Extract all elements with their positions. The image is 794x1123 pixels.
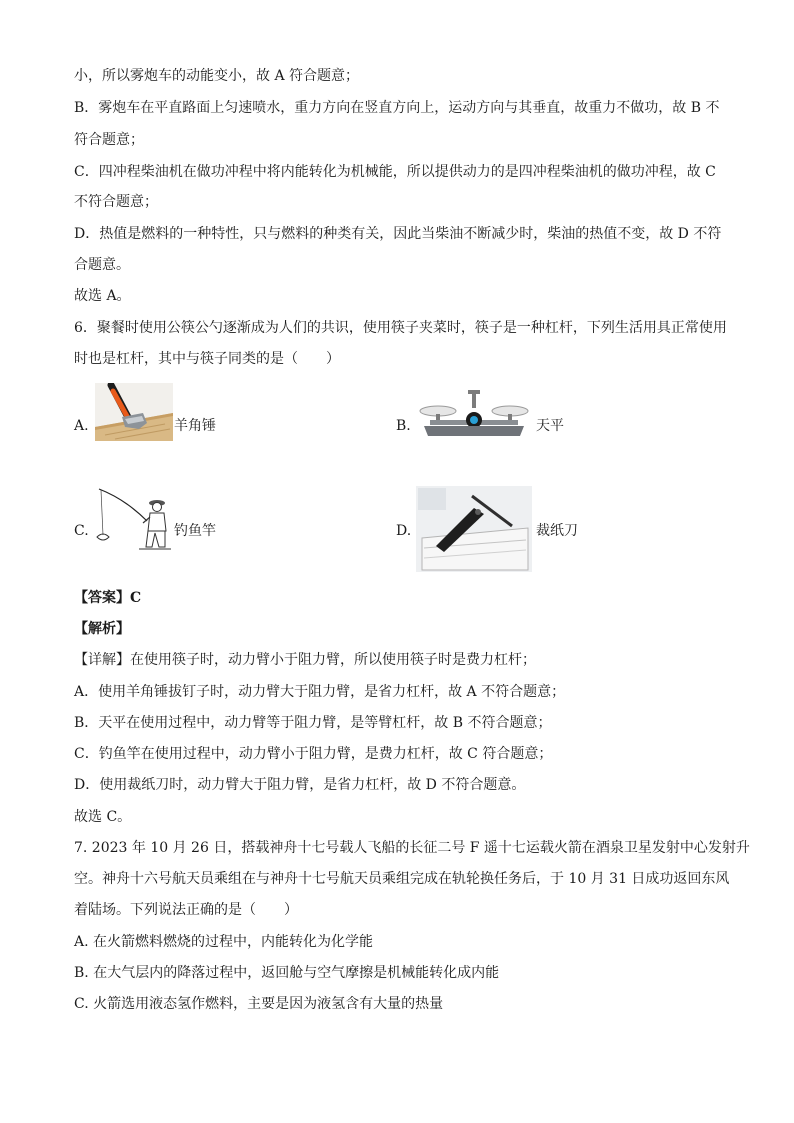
- option-c-letter: C.: [74, 523, 89, 539]
- option-c-label: 钓鱼竿: [174, 523, 216, 539]
- analysis-heading: 【解析】: [74, 621, 130, 637]
- detail-line: 【详解】在使用筷子时，动力臂小于阻力臂，所以使用筷子时是费力杠杆；: [74, 652, 536, 668]
- question-6-stem: 时也是杠杆，其中与筷子同类的是（ ）: [74, 351, 340, 367]
- question-7-option-a: A. 在火箭燃料燃烧的过程中，内能转化为化学能: [74, 934, 374, 950]
- option-a-letter: A.: [74, 418, 89, 434]
- balance-image: [416, 384, 532, 438]
- paper-cutter-image: [416, 486, 532, 572]
- text-line: B．雾炮车在平直路面上匀速喷水，重力方向在竖直方向上，运动方向与其垂直，故重力不做功，故 B 不: [74, 100, 720, 116]
- text-line: 不符合题意；: [74, 194, 158, 210]
- text-line: 故选 A。: [74, 288, 131, 304]
- option-d-letter: D.: [396, 523, 412, 539]
- question-6-stem: 6．聚餐时使用公筷公勺逐渐成为人们的共识，使用筷子夹菜时，筷子是一种杠杆，下列生活用具正常使用: [74, 320, 727, 336]
- option-d-label: 裁纸刀: [536, 523, 578, 539]
- detail-line: D．使用裁纸刀时，动力臂大于阻力臂，是省力杠杆，故 D 不符合题意。: [74, 777, 526, 793]
- text-line: 合题意。: [74, 257, 130, 273]
- option-b-letter: B.: [396, 418, 411, 434]
- question-7-option-c: C. 火箭选用液态氢作燃料，主要是因为液氢含有大量的热量: [74, 996, 444, 1012]
- hammer-image: [95, 383, 173, 441]
- text-line: 小，所以雾炮车的动能变小，故 A 符合题意；: [74, 68, 360, 84]
- detail-line: C．钓鱼竿在使用过程中，动力臂小于阻力臂，是费力杠杆，故 C 符合题意；: [74, 746, 553, 762]
- question-7-stem: 着陆场。下列说法正确的是（ ）: [74, 902, 298, 918]
- fishing-rod-image: [95, 487, 173, 553]
- answer-heading: 【答案】C: [74, 590, 142, 606]
- text-line: 符合题意；: [74, 132, 144, 148]
- question-7-stem: 7. 2023 年 10 月 26 日，搭载神舟十七号载人飞船的长征二号 F 遥十七运载火箭在酒泉卫星发射中心发射升: [74, 840, 750, 856]
- option-a-label: 羊角锤: [174, 418, 216, 434]
- text-line: D．热值是燃料的一种特性，只与燃料的种类有关，因此当柴油不断减少时，柴油的热值不变，故 D 不符: [74, 226, 722, 242]
- option-b-label: 天平: [536, 418, 564, 434]
- text-line: C．四冲程柴油机在做功冲程中将内能转化为机械能，所以提供动力的是四冲程柴油机的做功冲程，故 C: [74, 164, 716, 180]
- question-7-option-b: B. 在大气层内的降落过程中，返回舱与空气摩擦是机械能转化成内能: [74, 965, 500, 981]
- question-7-stem: 空。神舟十六号航天员乘组在与神舟十七号航天员乘组完成在轨轮换任务后，于 10 月 31 日成功返回东风: [74, 871, 730, 887]
- detail-line: A．使用羊角锤拔钉子时，动力臂大于阻力臂，是省力杠杆，故 A 不符合题意；: [74, 684, 566, 700]
- detail-line: 故选 C。: [74, 809, 132, 825]
- detail-line: B．天平在使用过程中，动力臂等于阻力臂，是等臂杠杆，故 B 不符合题意；: [74, 715, 552, 731]
